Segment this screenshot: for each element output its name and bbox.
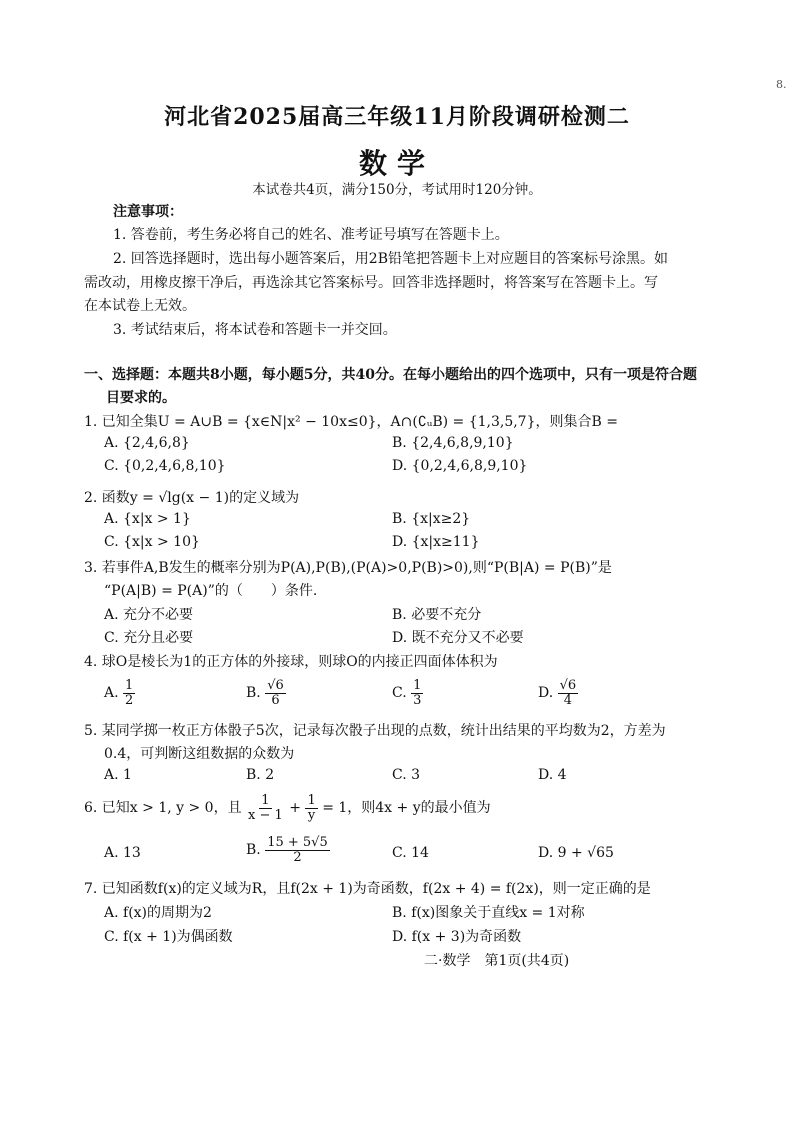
- question-3-stem: 3. 若事件A,B发生的概率分别为P(A),P(B),(P(A)>0,P(B)>0),则“P(B|A) = P(B)”是: [84, 560, 612, 576]
- fraction-denominator: 3: [413, 692, 422, 708]
- q5-option-d: D. 4: [538, 767, 567, 783]
- exam-title: 河北省2025届高三年级11月阶段调研检测二: [164, 104, 630, 130]
- section-heading: 一、选择题：本题共8小题，每小题5分，共40分。在每小题给出的四个选项中，只有一项是符合题: [84, 367, 697, 383]
- section-heading-cont: 目要求的。: [106, 390, 176, 406]
- fraction-denominator: x − 1: [248, 807, 283, 823]
- q4-option-c: [392, 679, 423, 707]
- q4-option-b: [246, 679, 286, 707]
- q7-option-d: D. f(x + 3)为奇函数: [392, 929, 522, 945]
- fraction-denominator: 4: [563, 692, 573, 708]
- q3-option-c: C. 充分且必要: [104, 630, 194, 646]
- q4-option-a: [104, 679, 135, 707]
- q6-option-a: A. 13: [104, 845, 141, 861]
- q1-option-b: B. {2,4,6,8,9,10}: [392, 435, 514, 451]
- fraction: [558, 679, 579, 707]
- fraction: [411, 679, 423, 707]
- q1-option-c: C. {0,2,4,6,8,10}: [104, 458, 226, 474]
- fraction-numerator: 15 + 5√5: [267, 835, 328, 850]
- fraction: [265, 836, 330, 864]
- question-3-stem-cont: “P(A|B) = P(A)”的（ ）条件.: [104, 583, 318, 599]
- q3-option-d: D. 既不充分又不必要: [392, 630, 524, 646]
- option-label: A.: [104, 685, 119, 702]
- fraction-denominator: 2: [125, 692, 134, 708]
- q2-option-b: B. {x|x≥2}: [392, 511, 471, 527]
- option-label: B.: [246, 842, 261, 859]
- question-2-stem: 2. 函数y = √lg(x − 1)的定义域为: [84, 490, 300, 506]
- q3-option-a: A. 充分不必要: [104, 607, 194, 623]
- note-line: 需改动，用橡皮擦干净后，再选涂其它答案标号。回答非选择题时，将答案写在答题卡上。写: [84, 275, 658, 291]
- subject-title: 数学: [358, 147, 435, 180]
- q6-option-c: C. 14: [392, 845, 429, 861]
- q1-option-d: D. {0,2,4,6,8,9,10}: [392, 458, 528, 474]
- fraction-numerator: 1: [125, 678, 134, 693]
- note-line: 3. 考试结束后，将本试卷和答题卡一并交回。: [113, 322, 397, 338]
- q5-option-a: A. 1: [104, 767, 132, 783]
- option-label: C.: [392, 685, 407, 702]
- stem-text: = 1，则4x + y的最小值为: [322, 800, 491, 817]
- notes-title: 注意事项：: [113, 204, 183, 220]
- q6-option-b: [246, 836, 330, 864]
- q1-option-a: A. {2,4,6,8}: [104, 435, 190, 451]
- fraction: [305, 794, 317, 822]
- q2-option-c: C. {x|x > 10}: [104, 534, 200, 550]
- fraction-numerator: 1: [307, 793, 316, 808]
- q7-option-a: A. f(x)的周期为2: [104, 905, 212, 921]
- fraction-denominator: 2: [293, 849, 302, 865]
- q2-option-d: D. {x|x≥11}: [392, 534, 480, 550]
- fraction: [246, 794, 285, 822]
- exam-info: 本试卷共4页，满分150分，考试用时120分钟。: [252, 182, 542, 198]
- question-6-stem: [84, 794, 491, 822]
- q2-option-a: A. {x|x > 1}: [104, 511, 191, 527]
- fraction: [265, 679, 286, 707]
- q7-option-b: B. f(x)图象关于直线x = 1对称: [392, 905, 585, 921]
- fraction-denominator: 6: [271, 692, 280, 708]
- fraction-numerator: 1: [261, 793, 270, 808]
- fraction-numerator: 1: [413, 678, 422, 693]
- q6-option-d: D. 9 + √65: [538, 845, 614, 861]
- note-line: 在本试卷上无效。: [84, 298, 196, 314]
- option-label: D.: [538, 685, 554, 702]
- q3-option-b: B. 必要不充分: [392, 607, 482, 623]
- fraction-numerator: √6: [559, 678, 577, 693]
- question-5-stem-cont: 0.4，可判断这组数据的众数为: [104, 746, 295, 762]
- note-line: 1. 答卷前，考生务必将自己的姓名、准考证号填写在答题卡上。: [113, 227, 509, 243]
- q4-option-d: [538, 679, 578, 707]
- page-footer: 二·数学 第1页(共4页): [424, 953, 570, 969]
- q5-option-b: B. 2: [246, 767, 275, 783]
- corner-mark: 8.: [776, 78, 787, 91]
- option-label: B.: [246, 685, 261, 702]
- stem-text: 6. 已知x > 1, y > 0，且: [84, 800, 242, 817]
- fraction-denominator: y: [307, 807, 316, 823]
- q5-option-c: C. 3: [392, 767, 421, 783]
- plus-sign: +: [289, 800, 301, 817]
- question-7-stem: 7. 已知函数f(x)的定义域为R，且f(2x + 1)为奇函数，f(2x + 4) = f(2x)，则一定正确的是: [84, 881, 651, 897]
- note-line: 2. 回答选择题时，选出每小题答案后，用2B铅笔把答题卡上对应题目的答案标号涂黑。如: [113, 251, 669, 267]
- q7-option-c: C. f(x + 1)为偶函数: [104, 929, 233, 945]
- question-5-stem: 5. 某同学掷一枚正方体骰子5次，记录每次骰子出现的点数，统计出结果的平均数为2，方差为: [84, 723, 666, 739]
- question-1-stem: 1. 已知全集U = A∪B = {x∈N|x² − 10x≤0}，A∩(∁ᵤB) = {1,3,5,7}，则集合B =: [84, 414, 618, 430]
- fraction-numerator: √6: [267, 678, 284, 693]
- fraction: [123, 679, 135, 707]
- question-4-stem: 4. 球O是棱长为1的正方体的外接球，则球O的内接正四面体体积为: [84, 654, 498, 670]
